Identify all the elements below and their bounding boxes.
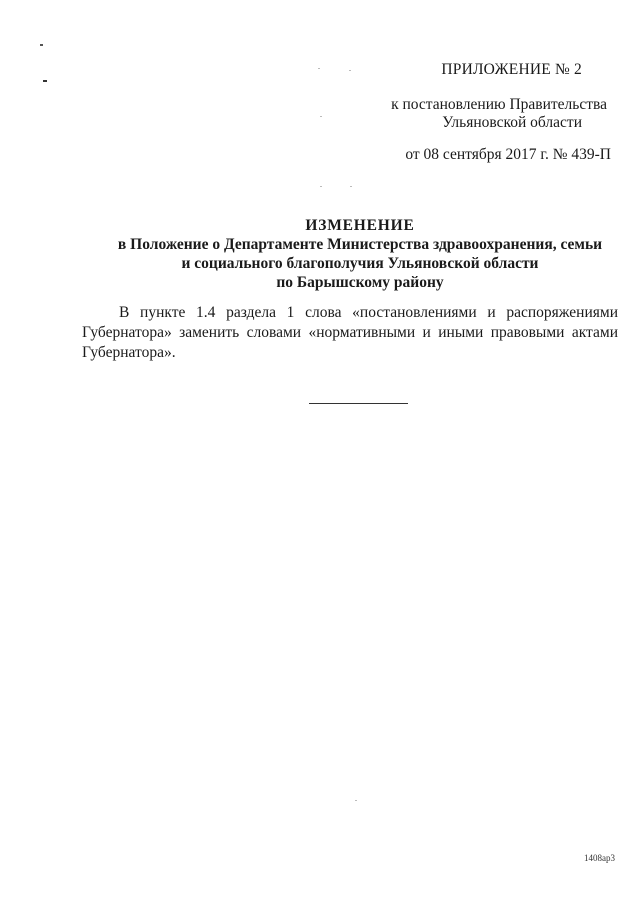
closing-rule [309,403,408,404]
scan-speck [355,800,357,801]
scan-speck [349,70,351,71]
scan-speck [43,80,47,82]
scan-speck [320,186,322,187]
body-paragraph: В пункте 1.4 раздела 1 слова «постановлениями и распоряжениями Губернатора» заменить словами «нормативными и иными правовыми актами Губернатора». [82,304,618,361]
footer-code: 1408ap3 [584,853,615,863]
title-heading: ИЗМЕНЕНИЕ [305,217,415,234]
scan-speck [320,116,322,117]
appendix-number: ПРИЛОЖЕНИЕ № 2 [441,61,582,78]
reference-line-1: к постановлению Правительства [391,96,607,113]
scan-speck [350,186,352,187]
scan-speck [318,68,320,69]
title-line-1: в Положение о Департаменте Министерства здравоохранения, семьи [117,236,603,253]
reference-line-2: Ульяновской области [442,114,582,131]
scan-speck [40,44,43,46]
document-title [90,216,630,292]
title-line-2: и социального благополучия Ульяновской области [181,255,539,272]
reference-date: от 08 сентября 2017 г. № 439-П [405,146,611,163]
title-line-3: по Барышскому району [276,274,444,291]
